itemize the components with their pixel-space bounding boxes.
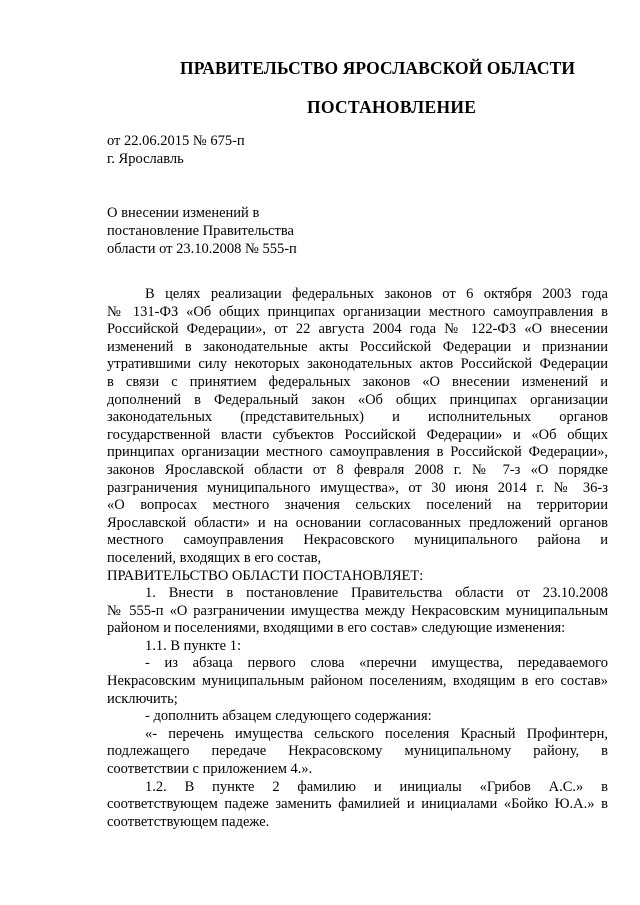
document-body <box>107 286 608 831</box>
body-line: - из абзаца первого слова «перечни имущества, передаваемого <box>145 655 608 672</box>
body-line: «О вопросах местного значения сельских поселений на территории <box>107 497 608 514</box>
document-city: г. Ярославль <box>107 151 184 167</box>
body-line: разграничения муниципального имущества», от 30 июня 2014 г. № 36-з <box>107 479 608 496</box>
body-line: Ярославской области» и на основании согласованных предложений органов <box>107 514 608 531</box>
body-line: дополнений в Федеральный закон «Об общих принципах организации <box>107 391 608 408</box>
subject-line: области от 23.10.2008 № 555-п <box>107 241 297 257</box>
subject-line: постановление Правительства <box>107 223 294 239</box>
body-line: районом и поселениями, входящими в его состав» следующие изменения: <box>107 620 566 637</box>
body-line: подлежащего передаче Некрасовскому муниципальному району, в <box>107 743 608 760</box>
body-line: законов Ярославской области от 8 февраля 2008 г. № 7-з «О порядке <box>107 461 608 478</box>
body-line: изменений в законодательные акты Российской Федерации и признании <box>107 338 608 355</box>
body-line: № 131-ФЗ «Об общих принципах организации местного самоуправления в <box>107 303 608 320</box>
body-line: утратившими силу некоторых законодательных актов Российской Федерации <box>107 356 608 373</box>
body-line: соответствующем падеже заменить фамилией и инициалами «Бойко Ю.А.» в <box>107 796 608 813</box>
body-line: 1.2. В пункте 2 фамилию и инициалы «Грибов А.С.» в <box>145 778 608 795</box>
document-date-number: от 22.06.2015 № 675-п <box>107 133 245 149</box>
body-line: государственной власти субъектов Российской Федерации» и «Об общих <box>107 426 608 443</box>
body-line: - дополнить абзацем следующего содержания: <box>145 708 432 725</box>
body-line: поселений, входящих в его состав, <box>107 549 322 566</box>
organization-title: ПРАВИТЕЛЬСТВО ЯРОСЛАВСКОЙ ОБЛАСТИ <box>180 58 576 78</box>
body-line: 1. Внести в постановление Правительства области от 23.10.2008 <box>145 585 608 602</box>
body-line: № 555-п «О разграничении имущества между Некрасовским муниципальным <box>107 602 608 619</box>
body-line: соответствующем падеже. <box>107 813 270 830</box>
document-type: ПОСТАНОВЛЕНИЕ <box>307 97 477 117</box>
body-line: в связи с принятием федеральных законов «О внесении изменений и <box>107 373 608 390</box>
body-line: принципах организации местного самоуправления в Российской Федерации», <box>107 444 608 461</box>
body-line: 1.1. В пункте 1: <box>145 637 241 654</box>
body-line: соответствии с приложением 4.». <box>107 761 313 778</box>
body-line: В целях реализации федеральных законов от 6 октября 2003 года <box>145 286 608 302</box>
body-line: «- перечень имущества сельского поселения Красный Профинтерн, <box>145 725 608 742</box>
subject-line: О внесении изменений в <box>107 205 260 221</box>
resolution-heading: ПРАВИТЕЛЬСТВО ОБЛАСТИ ПОСТАНОВЛЯЕТ: <box>107 567 424 584</box>
body-line: местного самоуправления Некрасовского муниципального района и <box>107 532 608 549</box>
body-line: законодательных (представительных) и исполнительных органов <box>107 409 608 426</box>
body-line: исключить; <box>107 690 178 707</box>
body-line: Некрасовским муниципальным районом поселениям, входящим в его состав» <box>107 673 608 690</box>
body-line: Российской Федерации», от 22 августа 2004 года № 122-ФЗ «О внесении <box>107 321 608 338</box>
